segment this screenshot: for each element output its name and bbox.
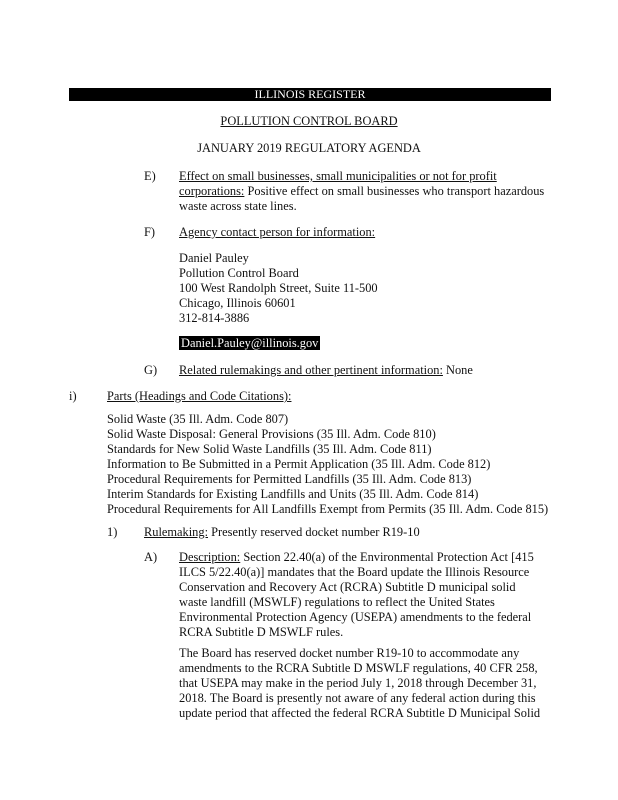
contact-org: Pollution Control Board: [179, 266, 299, 280]
part-811: Standards for New Solid Waste Landfills (35 Ill. Adm. Code 811): [107, 442, 432, 456]
description-text-1: Section 22.40(a) of the Environmental Protection Act [415 ILCS 5/22.40(a)] mandates that the Board update the Illinois Resource Conservation and Recovery Act (RCRA) Subtitle D municipal solid waste landfill (MSWLF) regulations to reflect the United States Environmental Protection Agency (USEPA) amendments to the federal RCRA Subtitle D MSWLF rules.: [179, 550, 534, 639]
agenda-title: JANUARY 2019 REGULATORY AGENDA: [197, 141, 421, 155]
item-e-label: E): [144, 169, 156, 183]
register-title-banner: ILLINOIS REGISTER: [69, 88, 551, 101]
part-810: Solid Waste Disposal: General Provisions (35 Ill. Adm. Code 810): [107, 427, 436, 441]
rulemaking-text: Presently reserved docket number R19-10: [211, 525, 420, 539]
item-g-heading: Related rulemakings and other pertinent information:: [179, 363, 443, 377]
contact-phone: 312-814-3886: [179, 311, 250, 325]
contact-email-wrap: [179, 336, 320, 351]
contact-street: 100 West Randolph Street, Suite 11-500: [179, 281, 378, 295]
item-e-body: [179, 169, 554, 214]
item-i-label: i): [69, 389, 77, 403]
item-g-value: None: [446, 363, 473, 377]
board-name: POLLUTION CONTROL BOARD: [220, 114, 398, 128]
description-para-2: The Board has reserved docket number R19-10 to accommodate any amendments to the RCRA Subtitle D MSWLF regulations, 40 CFR 258, that USEPA may make in the period July 1, 2018 through December 31, 2018. The Board is presently not aware of any federal action during this update period that affected the federal RCRA Subtitle D Municipal Solid: [179, 646, 541, 720]
rulemaking-body: [144, 525, 420, 540]
description-para-1: [179, 550, 541, 640]
parts-list: [107, 412, 548, 517]
description-label: A): [144, 550, 158, 564]
item-i-heading: Parts (Headings and Code Citations):: [107, 389, 292, 403]
item-e-text: Positive effect on small businesses who transport hazardous waste across state lines.: [179, 184, 545, 213]
rulemaking-label: 1): [107, 525, 118, 539]
part-813: Procedural Requirements for Permitted Landfills (35 Ill. Adm. Code 813): [107, 472, 472, 486]
contact-email-link[interactable]: Daniel.Pauley@illinois.gov: [181, 336, 319, 350]
rulemaking-heading: Rulemaking:: [144, 525, 209, 539]
contact-name: Daniel Pauley: [179, 251, 249, 265]
contact-city: Chicago, Illinois 60601: [179, 296, 296, 310]
part-812: Information to Be Submitted in a Permit Application (35 Ill. Adm. Code 812): [107, 457, 491, 471]
item-e-heading: Effect on small businesses, small municipalities or not for profit corporations:: [179, 169, 497, 198]
item-f-label: F): [144, 225, 156, 239]
part-815: Procedural Requirements for All Landfills Exempt from Permits (35 Ill. Adm. Code 815): [107, 502, 549, 516]
item-g-body: [179, 363, 473, 378]
part-814: Interim Standards for Existing Landfills and Units (35 Ill. Adm. Code 814): [107, 487, 479, 501]
item-g-label: G): [144, 363, 158, 377]
description-heading: Description:: [179, 550, 241, 564]
part-807: Solid Waste (35 Ill. Adm. Code 807): [107, 412, 289, 426]
item-f-heading: Agency contact person for information:: [179, 225, 376, 239]
